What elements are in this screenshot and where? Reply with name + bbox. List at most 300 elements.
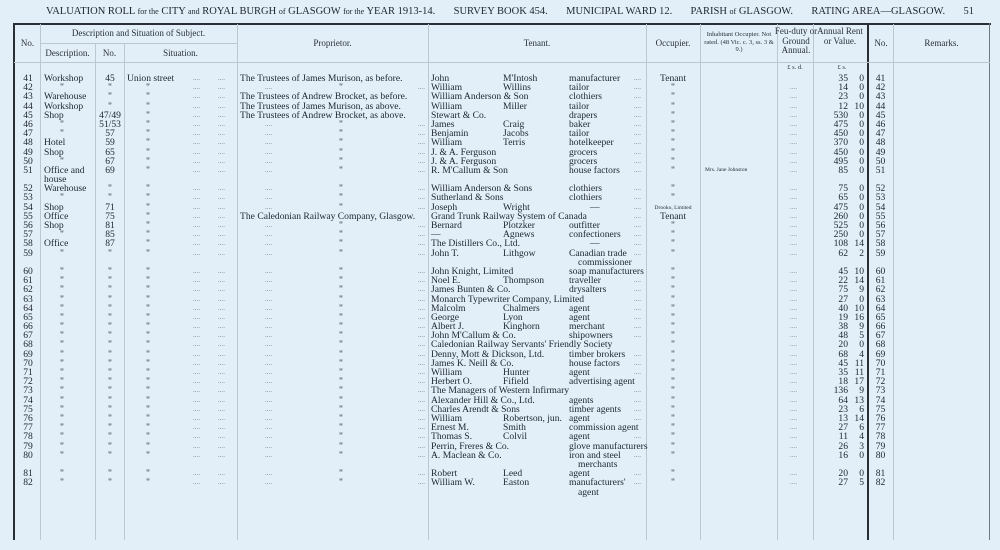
table-row <box>0 239 1000 248</box>
annual-value-shillings: 11 <box>854 367 864 379</box>
occupier: " <box>671 330 675 342</box>
dot-leader: .... <box>218 101 225 110</box>
dot-leader: .... <box>418 469 425 478</box>
annual-value-pounds: 35 <box>838 73 848 84</box>
tenant-name: The Managers of Western Infirmary <box>431 385 570 397</box>
street-number: " <box>108 82 112 94</box>
annual-value-shillings: 0 <box>859 220 864 232</box>
table-row <box>0 193 1000 202</box>
dot-leader: .... <box>418 221 425 230</box>
row-number: 44 <box>23 100 33 112</box>
occupier: " <box>671 348 675 360</box>
dot-leader: .... <box>218 349 225 358</box>
annual-value-shillings: 9 <box>859 284 864 296</box>
annual-value-pounds: 85 <box>838 164 848 176</box>
occupier: " <box>671 422 675 434</box>
tenant-name: William <box>431 412 463 424</box>
street-number: " <box>108 302 112 314</box>
dot-leader: .... <box>418 395 425 404</box>
tenant-occupation: clothiers <box>569 183 603 195</box>
occupier: " <box>671 477 675 489</box>
feu-duty-leader: .... <box>790 156 797 165</box>
annual-value-shillings: 0 <box>859 468 864 480</box>
annual-value-shillings: 9 <box>859 385 864 397</box>
row-number-right: 74 <box>875 394 886 406</box>
street-number: " <box>108 412 112 424</box>
dot-leader: .... <box>218 413 225 422</box>
street-number: " <box>108 348 112 360</box>
description: " <box>60 128 64 140</box>
tenant-occupation: manufacturer <box>569 73 621 84</box>
street-number: 87 <box>105 238 115 250</box>
proprietor: " <box>339 192 343 204</box>
dot-leader: .... <box>634 211 641 220</box>
dot-leader: .... <box>418 413 425 422</box>
dot-leader: .... <box>193 386 200 395</box>
feu-duty-leader: .... <box>790 221 797 230</box>
annual-value-pounds: 370 <box>833 137 848 149</box>
description: Warehouse <box>44 183 87 195</box>
table-row <box>0 111 1000 120</box>
table-row <box>0 295 1000 304</box>
annual-value-shillings: 14 <box>854 412 864 424</box>
tenant-surname: Willins <box>503 82 531 94</box>
feu-duty-leader: .... <box>790 230 797 239</box>
row-number: 56 <box>23 220 33 232</box>
dot-leader: .... <box>418 147 425 156</box>
tenant-surname: Chalmers <box>503 302 540 314</box>
dot-leader: .... <box>193 239 200 248</box>
annual-value-pounds: 27 <box>838 422 848 434</box>
tenant-name: The Distillers Co., Ltd. <box>431 238 520 250</box>
annual-value-shillings: 0 <box>859 449 864 461</box>
tenant-name: Charles Arendt & Sons <box>431 403 520 415</box>
dot-leader: .... <box>418 386 425 395</box>
row-number: 67 <box>23 330 33 342</box>
street-number: 57 <box>105 128 115 140</box>
dot-leader: .... <box>634 303 641 312</box>
tenant-occupation: soap manufacturers <box>569 265 644 277</box>
tenant-name: William <box>431 137 463 149</box>
annual-value-shillings: 0 <box>859 73 864 84</box>
table-row <box>0 405 1000 414</box>
row-number: 65 <box>23 311 33 323</box>
feu-duty-leader: .... <box>790 413 797 422</box>
description: " <box>60 403 64 415</box>
dot-leader: .... <box>265 404 272 413</box>
occupier: " <box>671 247 675 259</box>
tenant-name: Robert <box>431 468 458 480</box>
situation: " <box>146 137 150 149</box>
dot-leader: .... <box>193 138 200 147</box>
feu-duty-leader: .... <box>790 138 797 147</box>
table-row <box>0 304 1000 313</box>
dot-leader: .... <box>418 368 425 377</box>
row-number: 49 <box>23 146 33 158</box>
row-number: 54 <box>23 201 33 213</box>
tenant-occupation: drysalters <box>569 284 607 296</box>
feu-duty-leader: .... <box>790 423 797 432</box>
dot-leader: .... <box>634 404 641 413</box>
tenant-occupation: tailor <box>569 128 590 140</box>
tenant-surname: Hunter <box>503 367 530 379</box>
proprietor: " <box>339 265 343 277</box>
row-number: 69 <box>23 348 33 360</box>
annual-value-pounds: 450 <box>833 128 848 140</box>
tenant-occupation: commission agent <box>569 422 639 434</box>
dot-leader: .... <box>218 211 225 220</box>
description: " <box>60 118 64 130</box>
title-text: GLASGOW <box>288 6 341 17</box>
tenant-name: Noel E. <box>431 275 461 287</box>
dot-leader: .... <box>265 349 272 358</box>
tenant-occupation: agents <box>569 394 594 406</box>
street-number: " <box>108 192 112 204</box>
dot-leader: .... <box>193 147 200 156</box>
dot-leader: .... <box>265 340 272 349</box>
dot-leader: .... <box>218 331 225 340</box>
street-number: 65 <box>105 146 115 158</box>
dot-leader: .... <box>193 294 200 303</box>
description: " <box>60 229 64 241</box>
row-number: 64 <box>23 302 33 314</box>
table-row <box>0 166 1000 184</box>
row-number-right: 60 <box>875 265 886 277</box>
feu-duty-leader: .... <box>790 331 797 340</box>
dot-leader: .... <box>265 413 272 422</box>
feu-duty-leader: .... <box>790 110 797 119</box>
situation: " <box>146 118 150 130</box>
title-text: ROYAL BURGH <box>202 6 277 17</box>
tenant-surname: M'Intosh <box>503 73 538 84</box>
feu-duty-leader: .... <box>790 165 797 174</box>
row-number: 61 <box>23 275 33 287</box>
occupier: " <box>671 137 675 149</box>
occupier: " <box>671 192 675 204</box>
tenant-occupation: hotelkeeper <box>569 137 614 149</box>
situation: " <box>146 449 150 461</box>
tenant-occupation: agent <box>569 311 590 323</box>
row-number-right: 75 <box>875 403 886 415</box>
dot-leader: .... <box>634 478 641 487</box>
description: Workshop <box>44 73 84 84</box>
dot-leader: .... <box>634 92 641 101</box>
proprietor: " <box>339 293 343 305</box>
annual-value-shillings: 0 <box>859 192 864 204</box>
dot-leader: .... <box>193 368 200 377</box>
annual-value-shillings: 4 <box>859 431 864 443</box>
dot-leader: .... <box>265 83 272 92</box>
row-number: 46 <box>23 118 33 130</box>
proprietor: " <box>339 164 343 176</box>
street-number: " <box>108 247 112 259</box>
tenant-surname: Kinghorn <box>503 321 540 333</box>
dot-leader: .... <box>265 423 272 432</box>
dot-leader: .... <box>418 450 425 459</box>
street-number: " <box>108 477 112 489</box>
tenant-name: Sutherland & Sons <box>431 192 504 204</box>
situation: " <box>146 220 150 232</box>
dot-leader: .... <box>265 202 272 211</box>
dot-leader: .... <box>265 450 272 459</box>
street-number: 67 <box>105 155 115 167</box>
situation: " <box>146 367 150 379</box>
situation: " <box>146 128 150 140</box>
tenant-surname: Easton <box>503 477 530 489</box>
dot-leader: .... <box>193 358 200 367</box>
dot-leader: .... <box>265 147 272 156</box>
header-number: No. <box>102 48 117 58</box>
row-number-right: 77 <box>875 422 886 434</box>
street-number: 45 <box>105 73 115 84</box>
occupier: Drooko, Limited <box>654 204 692 211</box>
row-number: 71 <box>23 367 33 379</box>
dot-leader: .... <box>218 395 225 404</box>
situation: " <box>146 229 150 241</box>
dot-leader: .... <box>418 331 425 340</box>
annual-value-pounds: 136 <box>833 385 848 397</box>
row-number-right: 80 <box>875 449 886 461</box>
feu-duty-leader: .... <box>790 184 797 193</box>
situation: " <box>146 265 150 277</box>
proprietor: " <box>339 348 343 360</box>
row-number-right: 44 <box>875 100 886 112</box>
situation: " <box>146 275 150 287</box>
tenant-name: William <box>431 100 463 112</box>
row-number-right: 79 <box>875 440 886 452</box>
annual-value-pounds: 68 <box>838 348 848 360</box>
dot-leader: .... <box>418 266 425 275</box>
title-text: VALUATION ROLL <box>46 6 135 17</box>
street-number: 51/53 <box>99 118 121 130</box>
row-number: 48 <box>23 137 33 149</box>
table-row <box>0 478 1000 496</box>
inhabitant-occupier: Mrs. Jane Johnston <box>705 166 748 173</box>
dot-leader: .... <box>218 221 225 230</box>
dot-leader: .... <box>218 266 225 275</box>
description: Office and house <box>44 164 85 186</box>
annual-value-shillings: 0 <box>859 82 864 94</box>
dot-leader: .... <box>418 230 425 239</box>
proprietor: The Trustees of James Murison, as above. <box>240 100 401 112</box>
proprietor: " <box>339 201 343 213</box>
dot-leader: .... <box>193 377 200 386</box>
row-number-right: 49 <box>875 146 886 158</box>
annual-value-shillings: 5 <box>859 477 864 489</box>
row-number: 73 <box>23 385 33 397</box>
tenant-occupation: agent <box>569 412 590 424</box>
occupier: " <box>671 109 675 121</box>
feu-duty-leader: .... <box>790 469 797 478</box>
tenant-occupation: drapers <box>569 109 598 121</box>
feu-duty-leader: .... <box>790 248 797 257</box>
dot-leader: .... <box>193 92 200 101</box>
table-row <box>0 414 1000 423</box>
situation: " <box>146 247 150 259</box>
description: Shop <box>44 109 64 121</box>
tenant-surname: Robertson, jun. <box>503 412 562 424</box>
table-row <box>0 74 1000 83</box>
tenant-occupation: agent <box>569 468 590 480</box>
header-description: Description. <box>45 48 90 58</box>
header-feu-duty: Feu-duty or Ground Annual. <box>774 26 818 55</box>
situation: " <box>146 348 150 360</box>
occupier: " <box>671 321 675 333</box>
dot-leader: .... <box>193 119 200 128</box>
parish-of: of <box>729 7 737 16</box>
row-number: 75 <box>23 403 33 415</box>
tenant-name: Malcolm <box>431 302 466 314</box>
feu-duty-leader: .... <box>790 101 797 110</box>
dot-leader: .... <box>265 156 272 165</box>
annual-value-shillings: 0 <box>859 118 864 130</box>
table-row <box>0 138 1000 147</box>
table-row <box>0 148 1000 157</box>
dot-leader: .... <box>418 312 425 321</box>
situation: " <box>146 412 150 424</box>
proprietor: " <box>339 321 343 333</box>
annual-value-shillings: 0 <box>859 128 864 140</box>
tenant-name: — <box>431 229 441 241</box>
title-text: for the <box>137 7 159 16</box>
dot-leader: .... <box>418 119 425 128</box>
annual-value-pounds: 530 <box>833 109 848 121</box>
annual-value-pounds: 450 <box>833 146 848 158</box>
street-number: " <box>108 321 112 333</box>
dot-leader: .... <box>265 395 272 404</box>
row-number-right: 59 <box>875 247 886 259</box>
dot-leader: .... <box>265 312 272 321</box>
title-text: and <box>188 7 200 16</box>
situation: " <box>146 164 150 176</box>
dot-leader: .... <box>193 423 200 432</box>
dot-leader: .... <box>218 441 225 450</box>
dot-leader: .... <box>634 331 641 340</box>
tenant-surname: Craig <box>503 118 525 130</box>
row-number: 63 <box>23 293 33 305</box>
feu-duty-leader: .... <box>790 368 797 377</box>
dot-leader: .... <box>634 432 641 441</box>
dot-leader: .... <box>218 450 225 459</box>
dot-leader: .... <box>418 129 425 138</box>
situation: " <box>146 422 150 434</box>
tenant-occupation: timber brokers <box>569 348 626 360</box>
street-number: " <box>108 265 112 277</box>
description: " <box>60 348 64 360</box>
row-number-right: 69 <box>875 348 886 360</box>
annual-value-shillings: 0 <box>859 146 864 158</box>
proprietor: " <box>339 403 343 415</box>
dot-leader: .... <box>218 156 225 165</box>
dot-leader: .... <box>265 331 272 340</box>
annual-value-pounds: 35 <box>838 367 848 379</box>
description: " <box>60 247 64 259</box>
dot-leader: .... <box>193 331 200 340</box>
annual-value-pounds: 27 <box>838 293 848 305</box>
situation: " <box>146 357 150 369</box>
street-number: 71 <box>105 201 115 213</box>
header-inhabitant: Inhabitant Occupier. Not rated. (48 Vic. c. 3, ss. 3 & 9.) <box>704 31 774 53</box>
annual-value-shillings: 11 <box>854 357 864 369</box>
dot-leader: .... <box>193 74 200 82</box>
feu-duty-leader: .... <box>790 285 797 294</box>
tenant-surname: Colvil <box>503 431 527 443</box>
proprietor: " <box>339 394 343 406</box>
dot-leader: .... <box>265 119 272 128</box>
municipal-ward: MUNICIPAL WARD 12. <box>566 6 673 17</box>
dot-leader: .... <box>265 129 272 138</box>
occupier: " <box>671 100 675 112</box>
annual-value-pounds: 18 <box>838 376 848 388</box>
dot-leader: .... <box>634 230 641 239</box>
dot-leader: .... <box>193 450 200 459</box>
occupier: " <box>671 155 675 167</box>
dot-leader: .... <box>218 129 225 138</box>
tenant-name: Stewart & Co. <box>431 109 487 121</box>
description: " <box>60 302 64 314</box>
dot-leader: .... <box>418 285 425 294</box>
situation: " <box>146 477 150 489</box>
valuation-rows <box>0 74 1000 497</box>
row-number-right: 70 <box>875 357 886 369</box>
row-number-right: 58 <box>875 238 886 250</box>
table-row <box>0 423 1000 432</box>
tenant-name: Grand Trunk Railway System of Canada <box>431 210 587 222</box>
situation: " <box>146 394 150 406</box>
row-number: 66 <box>23 321 33 333</box>
street-number: " <box>108 376 112 388</box>
annual-value-pounds: 64 <box>838 394 848 406</box>
occupier: " <box>671 91 675 103</box>
situation: " <box>146 468 150 480</box>
dot-leader: .... <box>418 202 425 211</box>
dot-leader: .... <box>418 294 425 303</box>
street-number: " <box>108 284 112 296</box>
occupier: " <box>671 128 675 140</box>
annual-value-shillings: 6 <box>859 403 864 415</box>
dot-leader: .... <box>193 202 200 211</box>
annual-value-pounds: 250 <box>833 229 848 241</box>
dot-leader: .... <box>265 184 272 193</box>
annual-value-shillings: 17 <box>854 376 864 388</box>
dot-leader: .... <box>418 165 425 174</box>
occupier: " <box>671 275 675 287</box>
proprietor: " <box>339 155 343 167</box>
row-number: 70 <box>23 357 33 369</box>
dot-leader: .... <box>193 230 200 239</box>
row-number: 57 <box>23 229 33 241</box>
annual-value-pounds: 75 <box>838 284 848 296</box>
description: " <box>60 155 64 167</box>
dot-leader: .... <box>218 110 225 119</box>
description: " <box>60 367 64 379</box>
dot-leader: .... <box>218 432 225 441</box>
dot-leader: .... <box>218 368 225 377</box>
description: " <box>60 394 64 406</box>
dot-leader: .... <box>193 413 200 422</box>
situation: " <box>146 311 150 323</box>
dot-leader: .... <box>193 184 200 193</box>
dot-leader: .... <box>418 156 425 165</box>
description: " <box>60 321 64 333</box>
description: Hotel <box>44 137 66 149</box>
annual-value-pounds: 20 <box>838 339 848 351</box>
proprietor: The Trustees of Andrew Brocket, as above. <box>240 109 406 121</box>
situation: " <box>146 293 150 305</box>
feu-duty-leader: .... <box>790 193 797 202</box>
annual-value-shillings: 3 <box>859 440 864 452</box>
occupier: " <box>671 440 675 452</box>
